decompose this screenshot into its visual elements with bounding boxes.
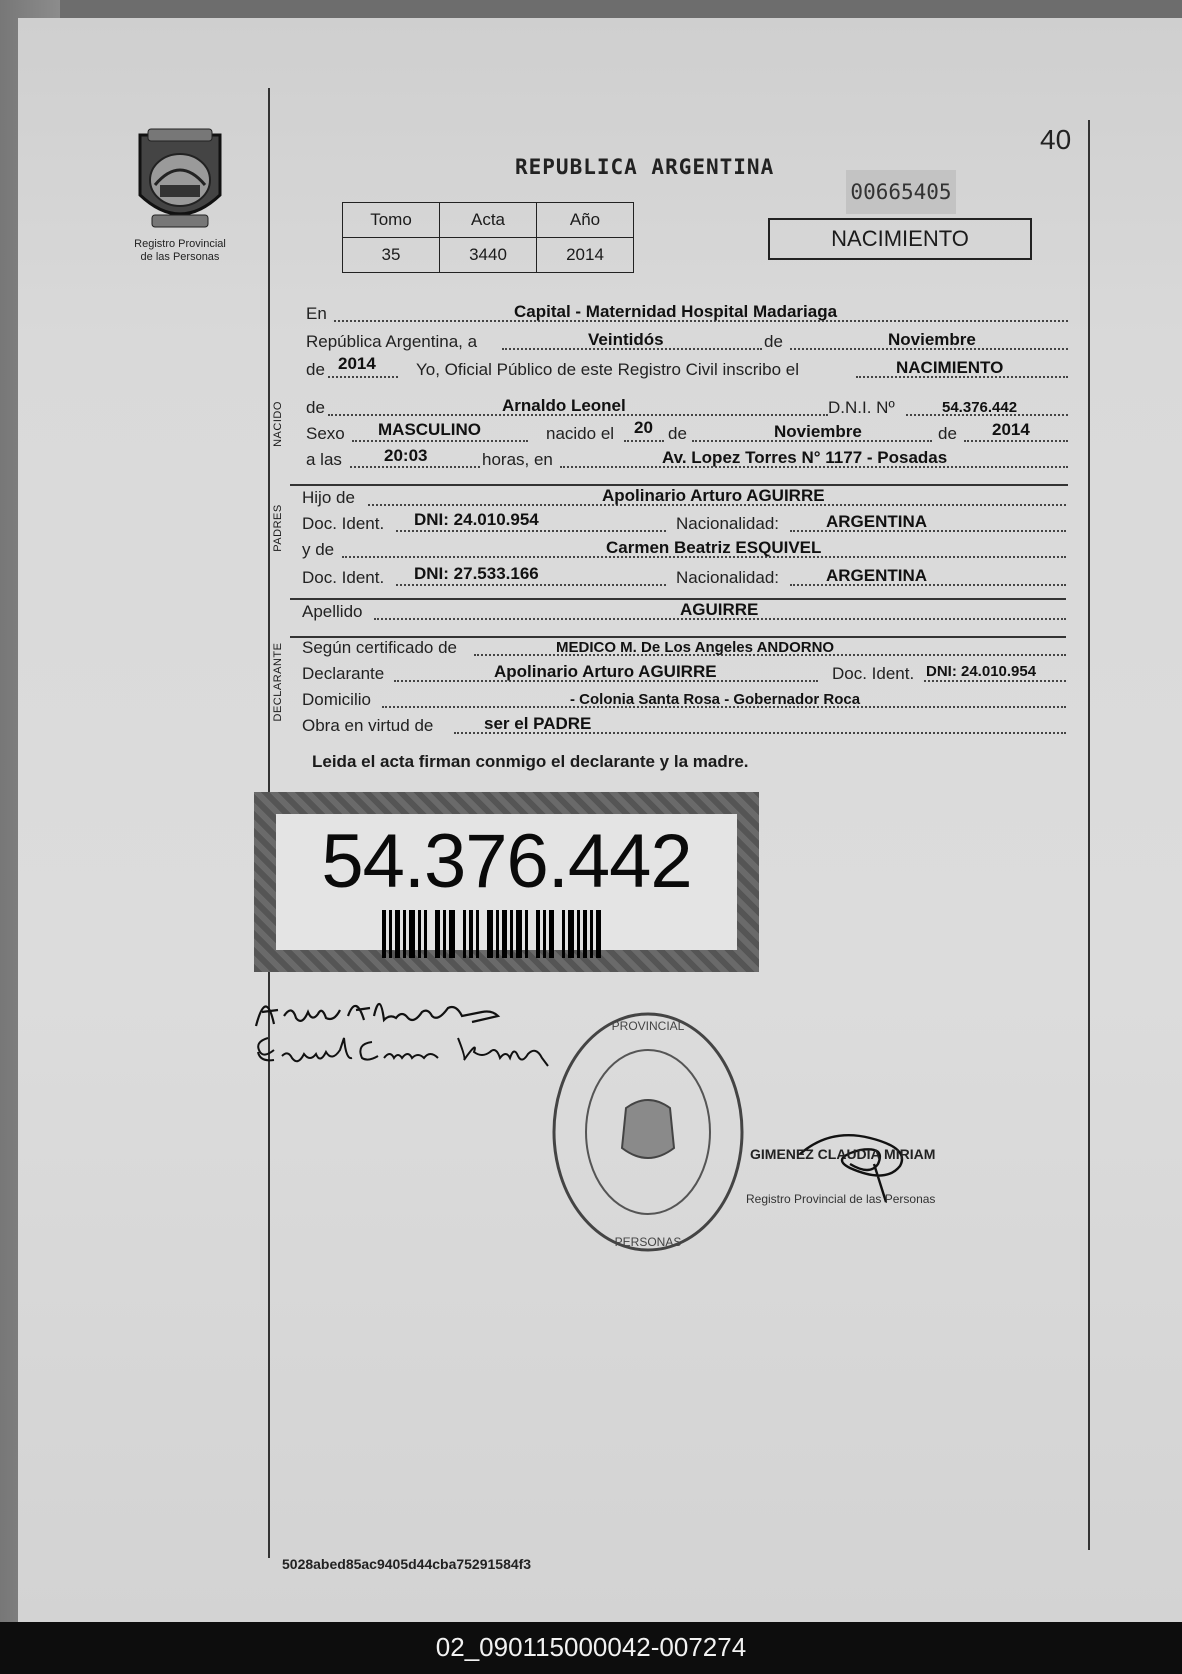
document-hash: 5028abed85ac9405d44cba75291584f3 <box>282 1556 532 1572</box>
label-obra-en-virtud: Obra en virtud de <box>302 716 434 735</box>
label-de-mes: de <box>764 332 783 351</box>
section-declarante: DECLARANTE <box>272 642 284 722</box>
dots <box>352 440 528 442</box>
official-name: GIMENEZ CLAUDIA MIRIAM <box>750 1146 936 1162</box>
header-acta: Acta <box>440 203 537 238</box>
dots <box>396 530 666 532</box>
value-nac-padre: ARGENTINA <box>826 512 928 531</box>
value-lugar-nac: Av. Lopez Torres N° 1177 - Posadas <box>662 448 948 467</box>
dots <box>350 466 480 468</box>
signature-padre <box>252 986 512 1032</box>
value-dia: Veintidós <box>588 330 664 349</box>
header-tomo: Tomo <box>343 203 440 238</box>
value-hora: 20:03 <box>384 446 428 465</box>
value-lugar: Capital - Maternidad Hospital Madariaga <box>514 302 838 321</box>
dots <box>964 440 1068 442</box>
label-a-las: a las <box>306 450 342 469</box>
value-sexo: MASCULINO <box>378 420 481 439</box>
label-declarante: Declarante <box>302 664 385 683</box>
section-nacido: NACIDO <box>272 401 284 447</box>
row-nombre <box>306 398 1068 420</box>
value-doc-padre: DNI: 24.010.954 <box>414 510 539 529</box>
misiones-coat-of-arms-icon <box>130 125 230 235</box>
section-separator <box>290 598 1066 600</box>
dni-sticker-inner <box>276 814 737 950</box>
label-hijo-de: Hijo de <box>302 488 355 507</box>
value-acto: NACIMIENTO <box>896 358 1004 377</box>
label-republica: República Argentina, a <box>306 332 478 351</box>
label-y-de: y de <box>302 540 335 559</box>
document-title: REPUBLICA ARGENTINA <box>515 155 775 179</box>
value-acta: 3440 <box>440 238 537 273</box>
label-de-anio: de <box>306 360 325 379</box>
row-segun-certificado <box>302 638 1066 660</box>
row-doc-madre <box>302 564 1066 590</box>
section-padres: PADRES <box>272 504 284 552</box>
right-margin-line <box>1088 120 1090 1550</box>
record-table <box>342 202 634 273</box>
official-role: Registro Provincial de las Personas <box>746 1192 936 1206</box>
label-nacionalidad-1: Nacionalidad: <box>676 514 780 533</box>
value-doc-declarante: DNI: 24.010.954 <box>926 663 1037 680</box>
official-stamp <box>548 1008 748 1256</box>
label-de-anio-nac: de <box>938 424 957 443</box>
value-anio-nac: 2014 <box>992 420 1030 439</box>
dni-sticker <box>254 792 759 972</box>
label-apellido: Apellido <box>302 602 363 621</box>
value-domicilio: - Colonia Santa Rosa - Gobernador Roca <box>570 691 861 708</box>
registry-caption <box>110 238 250 264</box>
label-doc-ident-decl: Doc. Ident. <box>832 664 915 683</box>
value-anio: 2014 <box>338 354 376 373</box>
dots <box>396 584 666 586</box>
registry-caption-line2: de las Personas <box>140 251 220 263</box>
value-declarante: Apolinario Arturo AGUIRRE <box>494 662 717 681</box>
value-dia-nac: 20 <box>634 418 653 437</box>
closing-statement: Leida el acta firman conmigo el declarante y la madre. <box>312 752 749 771</box>
label-nacionalidad-2: Nacionalidad: <box>676 568 780 587</box>
svg-text:PROVINCIAL: PROVINCIAL <box>611 1019 685 1033</box>
label-en: En <box>306 304 327 323</box>
dni-sticker-number: 54.376.442 <box>321 819 692 904</box>
value-tomo: 35 <box>343 238 440 273</box>
value-mes-nac: Noviembre <box>774 422 862 441</box>
label-doc-ident-1: Doc. Ident. <box>302 514 385 533</box>
row-en <box>306 304 1068 326</box>
value-madre: Carmen Beatriz ESQUIVEL <box>606 538 822 557</box>
signature-madre <box>252 1028 562 1070</box>
serial-number: 00665405 <box>846 170 956 214</box>
row-y-de <box>302 540 1066 562</box>
dots <box>624 440 664 442</box>
value-certificado: MEDICO M. De Los Angeles ANDORNO <box>556 639 835 656</box>
image-code: 02_090115000042-007274 <box>435 1632 747 1662</box>
label-nacido-el: nacido el <box>546 424 615 443</box>
label-yo-oficial: Yo, Oficial Público de este Registro Civil inscribo el <box>416 360 799 379</box>
svg-text:PERSONAS: PERSONAS <box>614 1235 682 1249</box>
label-segun-certificado: Según certificado de <box>302 638 457 657</box>
value-nombre: Arnaldo Leonel <box>502 396 626 415</box>
value-obra-en-virtud: ser el PADRE <box>484 714 592 733</box>
label-de-mes-nac: de <box>668 424 687 443</box>
row-apellido <box>302 602 1066 624</box>
record-table-header <box>343 203 634 238</box>
dots <box>924 680 1066 682</box>
label-doc-ident-2: Doc. Ident. <box>302 568 385 587</box>
row-anio <box>306 354 1068 382</box>
value-anio: 2014 <box>537 238 634 273</box>
record-type-box: NACIMIENTO <box>768 218 1032 260</box>
row-obra-en-virtud <box>302 716 1066 738</box>
header-anio: Año <box>537 203 634 238</box>
row-hijo-de <box>302 488 1066 510</box>
label-de-nombre: de <box>306 398 325 417</box>
registry-caption-line1: Registro Provincial <box>134 238 226 250</box>
label-horas-en: horas, en <box>482 450 553 469</box>
row-hora <box>306 446 1068 472</box>
value-padre: Apolinario Arturo AGUIRRE <box>602 486 825 505</box>
record-table-values <box>343 238 634 273</box>
label-domicilio: Domicilio <box>302 690 371 709</box>
page-number: 40 <box>1040 124 1072 155</box>
label-sexo: Sexo <box>306 424 345 443</box>
value-dni: 54.376.442 <box>942 399 1018 416</box>
row-declarante <box>302 664 1066 686</box>
value-apellido: AGUIRRE <box>680 600 759 619</box>
label-dni: D.N.I. Nº <box>828 398 895 417</box>
row-domicilio <box>302 690 1066 712</box>
value-nac-madre: ARGENTINA <box>826 566 928 585</box>
barcode-icon <box>382 910 604 958</box>
row-republica <box>306 332 1068 354</box>
dots <box>328 376 398 378</box>
value-mes: Noviembre <box>888 330 976 349</box>
row-doc-padre <box>302 510 1066 536</box>
value-doc-madre: DNI: 27.533.166 <box>414 564 539 583</box>
row-sexo <box>306 418 1068 446</box>
